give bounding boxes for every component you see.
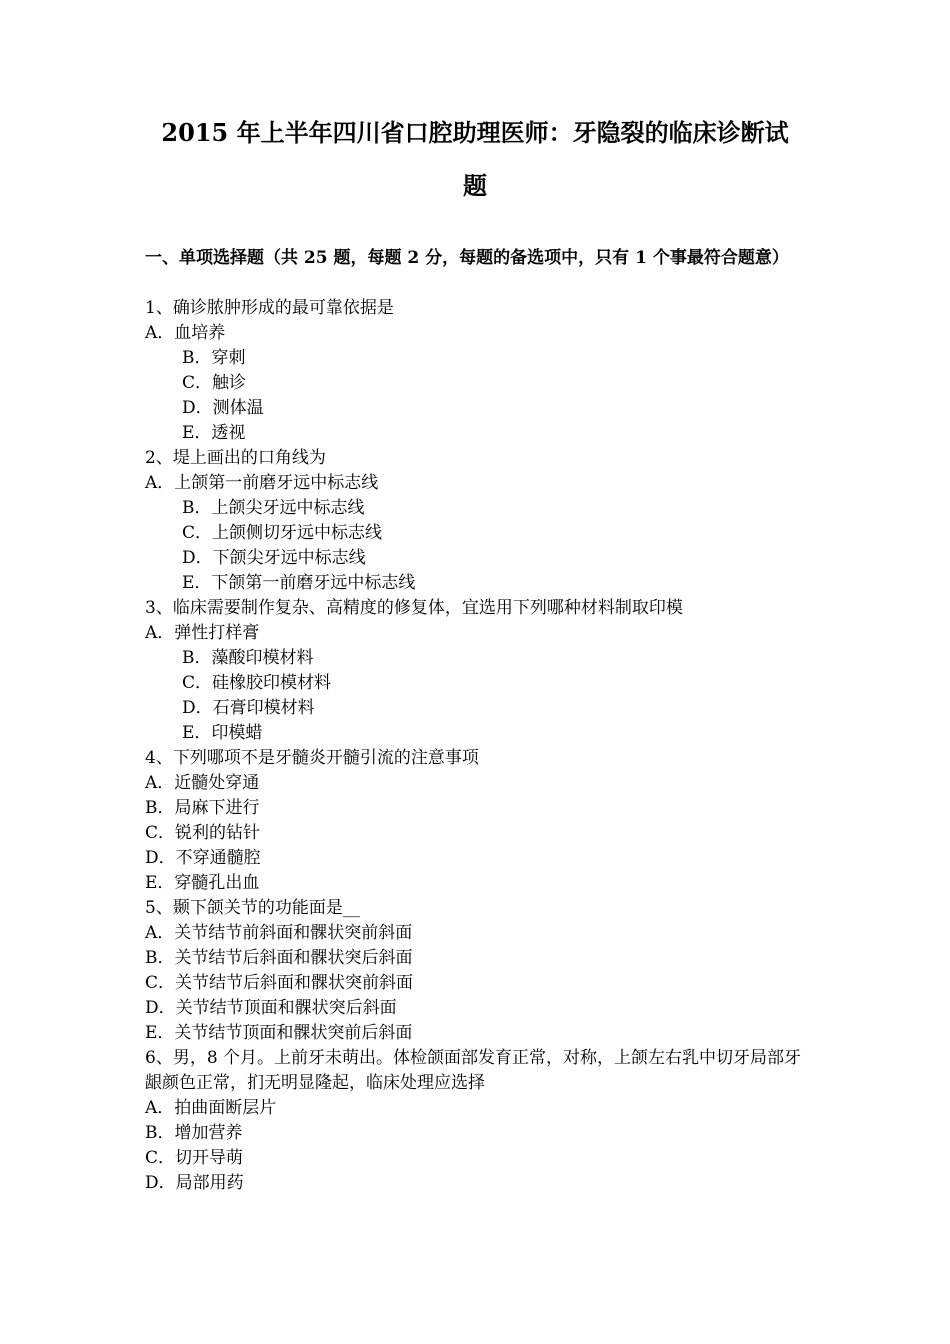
question-4-option-d: D．不穿通髓腔 [145,848,261,868]
question-2-option-d: D．下颌尖牙远中标志线 [182,548,366,568]
question-6-stem: 6、男，8 个月。上前牙未萌出。体检颌面部发育正常，对称，上颌左右乳中切牙局部牙龈颜色正常，扪无明显隆起，临床处理应选择 [145,1048,802,1093]
document-title-line-2: 题 [463,171,487,200]
question-3-stem: 3、临床需要制作复杂、高精度的修复体，宜选用下列哪种材料制取印模 [145,598,683,618]
question-4-option-e: E．穿髓孔出血 [145,873,260,893]
question-4-option-a: A．近髓处穿通 [145,773,260,793]
question-4-stem: 4、下列哪项不是牙髓炎开髓引流的注意事项 [145,748,479,768]
question-5-option-b: B．关节结节后斜面和髁状突后斜面 [145,948,413,968]
question-5-option-e: E．关节结节顶面和髁状突前后斜面 [145,1023,413,1043]
question-3-option-e: E．印模蜡 [182,723,263,743]
question-2-option-b: B．上颌尖牙远中标志线 [182,498,365,518]
question-1-option-e: E．透视 [182,423,246,443]
question-5-stem: 5、颞下颌关节的功能面是__ [145,898,360,918]
question-2-option-e: E．下颌第一前磨牙远中标志线 [182,573,416,593]
section-heading: 一、单项选择题（共 25 题，每题 2 分，每题的备选项中，只有 1 个事最符合题意） [145,248,789,268]
question-5-option-c: C．关节结节后斜面和髁状突前斜面 [145,973,414,993]
question-1-option-b: B．穿刺 [182,348,246,368]
question-2-option-c: C．上颌侧切牙远中标志线 [182,523,383,543]
question-4-option-c: C．锐利的钻针 [145,823,261,843]
question-1-option-d: D．测体温 [182,398,264,418]
question-3-option-b: B．藻酸印模材料 [182,648,314,668]
question-list [145,296,815,1196]
question-2-stem: 2、堤上画出的口角线为 [145,448,326,468]
document-title-line-1: 2015 年上半年四川省口腔助理医师：牙隐裂的临床诊断试 [161,118,789,147]
question-5-option-a: A．关节结节前斜面和髁状突前斜面 [145,923,413,943]
question-1-option-c: C．触诊 [182,373,247,393]
question-3-option-a: A．弹性打样膏 [145,623,260,643]
question-3-option-d: D．石膏印模材料 [182,698,315,718]
question-4-option-b: B．局麻下进行 [145,798,260,818]
question-5-option-d: D．关节结节顶面和髁状突后斜面 [145,998,397,1018]
question-2-option-a: A．上颌第一前磨牙远中标志线 [145,473,379,493]
question-3-option-c: C．硅橡胶印模材料 [182,673,332,693]
question-6-option-d: D．局部用药 [145,1173,244,1193]
question-1-stem: 1、确诊脓肿形成的最可靠依据是 [145,298,394,318]
question-6-option-a: A．拍曲面断层片 [145,1098,277,1118]
question-6-option-b: B．增加营养 [145,1123,243,1143]
question-1-option-a: A．血培养 [145,323,226,343]
question-6-option-c: C．切开导萌 [145,1148,244,1168]
